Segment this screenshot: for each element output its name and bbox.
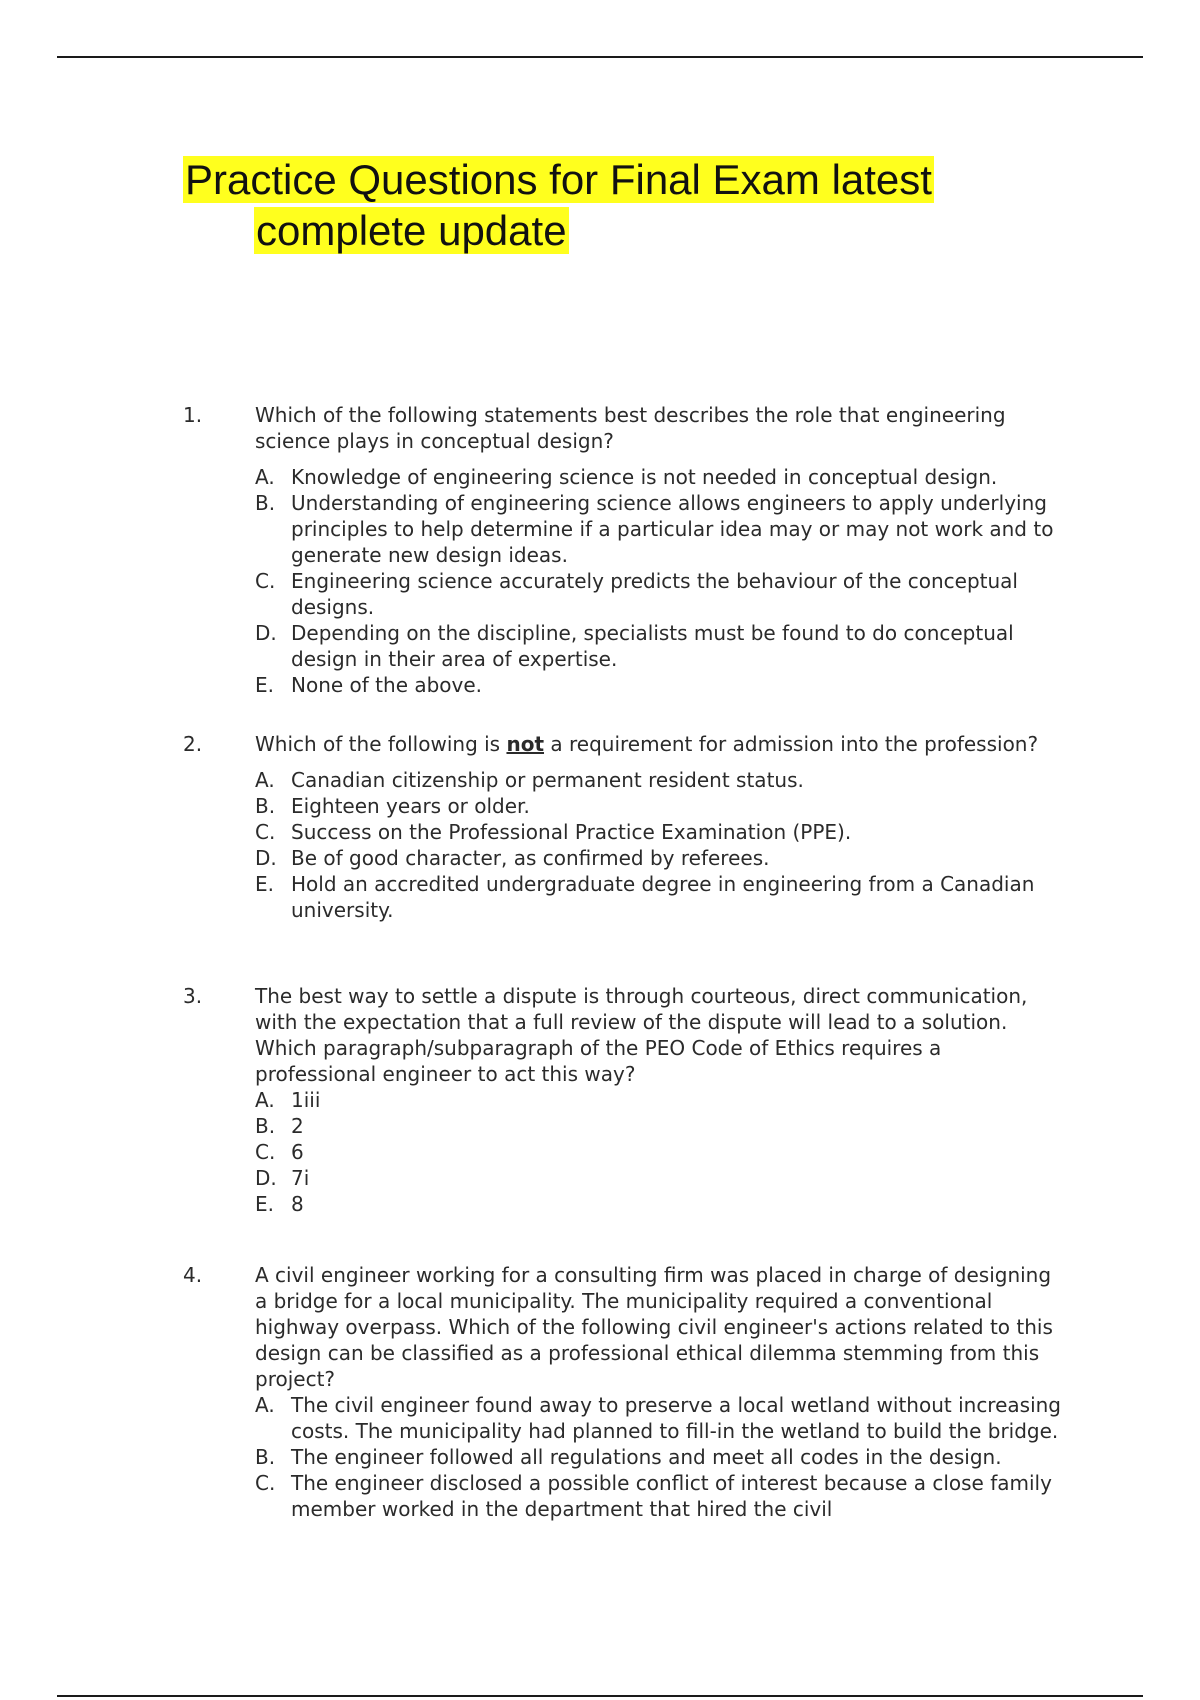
option-letter: D. — [255, 1166, 277, 1190]
title-line-1: Practice Questions for Final Exam latest — [185, 156, 932, 203]
question-text: A civil engineer working for a consulting firm was placed in charge of designing a bridge for a local municipality. The municipality required a conventional highway overpass. Which of the following civil engineer's actions related to this design can be classified as a professional ethical dilemma stemming from this project? — [255, 1263, 1053, 1391]
question-text: Which of the following statements best describes the role that engineering science plays in conceptual design? — [255, 403, 1006, 453]
option-text: Understanding of engineering science allows engineers to apply underlying principles to help determine if a particular idea may or may not work and to generate new design ideas. — [291, 491, 1054, 567]
bottom-rule — [57, 1695, 1143, 1697]
option-text: 7i — [291, 1166, 310, 1190]
option-letter: A. — [255, 768, 275, 792]
question-3 — [183, 983, 1063, 1217]
option-b — [255, 1444, 1075, 1470]
option-letter: C. — [255, 1471, 276, 1495]
option-a — [255, 767, 1075, 793]
option-text: 1iii — [291, 1088, 321, 1112]
question-4 — [183, 1262, 1063, 1522]
question-text-before: Which of the following is — [255, 732, 501, 756]
option-letter: C. — [255, 569, 276, 593]
option-c — [255, 819, 1075, 845]
option-letter: E. — [255, 872, 274, 896]
question-number: 1. — [183, 403, 203, 427]
option-text: Hold an accredited undergraduate degree in engineering from a Canadian university. — [291, 872, 1035, 922]
answer-options — [255, 767, 1075, 923]
option-letter: E. — [255, 673, 274, 697]
option-d — [255, 845, 1075, 871]
option-a — [255, 1087, 1075, 1113]
option-text: 2 — [291, 1114, 304, 1138]
option-text: The civil engineer found away to preserve a local wetland without increasing costs. The municipality had planned to fill-in the wetland to build the bridge. — [291, 1393, 1061, 1443]
option-text: 6 — [291, 1140, 304, 1164]
option-text: Engineering science accurately predicts the behaviour of the conceptual designs. — [291, 569, 1018, 619]
answer-options — [255, 1087, 1075, 1217]
option-d — [255, 620, 1075, 672]
option-a — [255, 464, 1075, 490]
option-letter: A. — [255, 1088, 275, 1112]
question-number: 2. — [183, 732, 203, 756]
option-letter: B. — [255, 794, 276, 818]
title-line-2: complete update — [256, 207, 567, 254]
option-text: The engineer disclosed a possible conflict of interest because a close family member worked in the department that hired the civil — [291, 1471, 1052, 1521]
option-letter: A. — [255, 465, 275, 489]
option-letter: D. — [255, 621, 277, 645]
option-letter: B. — [255, 491, 276, 515]
option-letter: D. — [255, 846, 277, 870]
option-letter: C. — [255, 820, 276, 844]
option-a — [255, 1392, 1075, 1444]
question-1 — [183, 402, 1063, 698]
answer-options — [255, 1392, 1075, 1522]
option-d — [255, 1165, 1075, 1191]
option-letter: B. — [255, 1445, 276, 1469]
option-text: None of the above. — [291, 673, 483, 697]
question-text — [255, 731, 1055, 757]
option-text: Be of good character, as confirmed by referees. — [291, 846, 770, 870]
option-text: Depending on the discipline, specialists must be found to do conceptual design in their area of expertise. — [291, 621, 1014, 671]
document-title — [183, 154, 1003, 256]
option-b — [255, 1113, 1075, 1139]
option-c — [255, 568, 1075, 620]
option-text: Canadian citizenship or permanent resident status. — [291, 768, 804, 792]
question-emphasis: not — [506, 732, 545, 756]
option-b — [255, 490, 1075, 568]
option-text: Knowledge of engineering science is not needed in conceptual design. — [291, 465, 998, 489]
question-number: 3. — [183, 984, 203, 1008]
question-number: 4. — [183, 1263, 203, 1287]
top-rule — [57, 56, 1143, 58]
option-c — [255, 1139, 1075, 1165]
answer-options — [255, 464, 1075, 698]
option-letter: E. — [255, 1192, 274, 1216]
option-b — [255, 793, 1075, 819]
question-text-after: a requirement for admission into the profession? — [550, 732, 1039, 756]
option-letter: B. — [255, 1114, 276, 1138]
option-text: The engineer followed all regulations and meet all codes in the design. — [291, 1445, 1002, 1469]
option-letter: A. — [255, 1393, 275, 1417]
option-c — [255, 1470, 1075, 1522]
option-e — [255, 871, 1075, 923]
question-2 — [183, 731, 1063, 923]
option-e — [255, 672, 1075, 698]
option-e — [255, 1191, 1075, 1217]
option-text: Eighteen years or older. — [291, 794, 530, 818]
question-text: The best way to settle a dispute is through courteous, direct communication, with the expectation that a full review of the dispute will lead to a solution. Which paragraph/subparagraph of the PEO Code of Ethics requires a professional engineer to act this way? — [255, 984, 1028, 1086]
option-text: Success on the Professional Practice Examination (PPE). — [291, 820, 852, 844]
option-text: 8 — [291, 1192, 304, 1216]
option-letter: C. — [255, 1140, 276, 1164]
